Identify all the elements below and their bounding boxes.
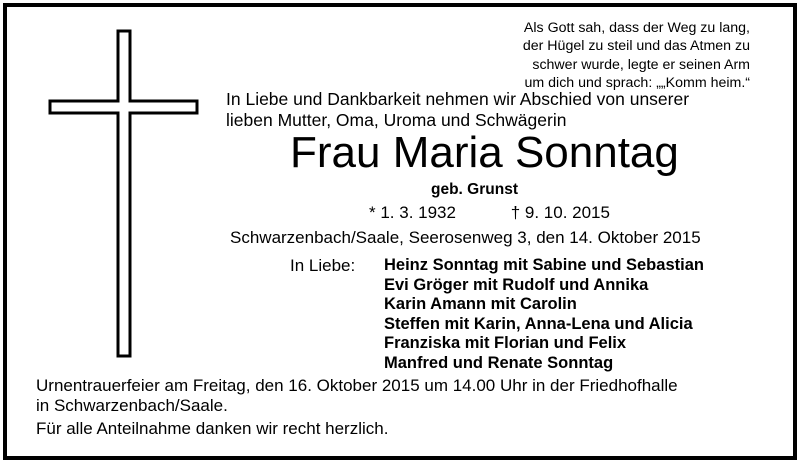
poem-line: der Hügel zu steil und das Atmen zu xyxy=(522,38,750,55)
mourner-line: Karin Amann mit Carolin xyxy=(384,295,577,313)
service-info xyxy=(36,376,678,415)
intro-text xyxy=(226,89,689,131)
death-date: † 9. 10. 2015 xyxy=(510,203,610,222)
deceased-name: Frau Maria Sonntag xyxy=(290,128,679,177)
mourners-label: In Liebe: xyxy=(290,256,356,275)
thanks-text: Für alle Anteilnahme danken wir recht herzlich. xyxy=(36,419,389,438)
service-line: in Schwarzenbach/Saale. xyxy=(36,395,228,415)
birth-date: * 1. 3. 1932 xyxy=(369,203,456,222)
intro-line: lieben Mutter, Oma, Uroma und Schwägerin xyxy=(226,110,567,130)
poem-line: um dich und sprach: „„Komm heim.“ xyxy=(524,74,750,91)
place-date: Schwarzenbach/Saale, Seerosenweg 3, den 14. Oktober 2015 xyxy=(230,228,701,247)
intro-line: In Liebe und Dankbarkeit nehmen wir Abschied von unserer xyxy=(226,89,690,109)
mourner-line: Manfred und Renate Sonntag xyxy=(384,353,614,372)
birth-name: geb. Grunst xyxy=(431,181,518,198)
poem-line: Als Gott sah, dass der Weg zu lang, xyxy=(523,20,750,36)
poem-line: schwer wurde, legte er seinen Arm xyxy=(532,56,750,73)
mourner-line: Steffen mit Karin, Anna-Lena und Alicia xyxy=(384,314,693,333)
mourner-line: Heinz Sonntag mit Sabine und Sebastian xyxy=(384,256,704,274)
mourners-list xyxy=(384,256,704,373)
service-line: Urnentrauerfeier am Freitag, den 16. Oktober 2015 um 14.00 Uhr in der Friedhofhalle xyxy=(36,376,678,395)
poem xyxy=(523,19,750,92)
mourner-line: Evi Gröger mit Rudolf und Annika xyxy=(384,275,649,294)
life-dates xyxy=(369,201,610,225)
mourner-line: Franziska mit Florian und Felix xyxy=(384,334,627,352)
